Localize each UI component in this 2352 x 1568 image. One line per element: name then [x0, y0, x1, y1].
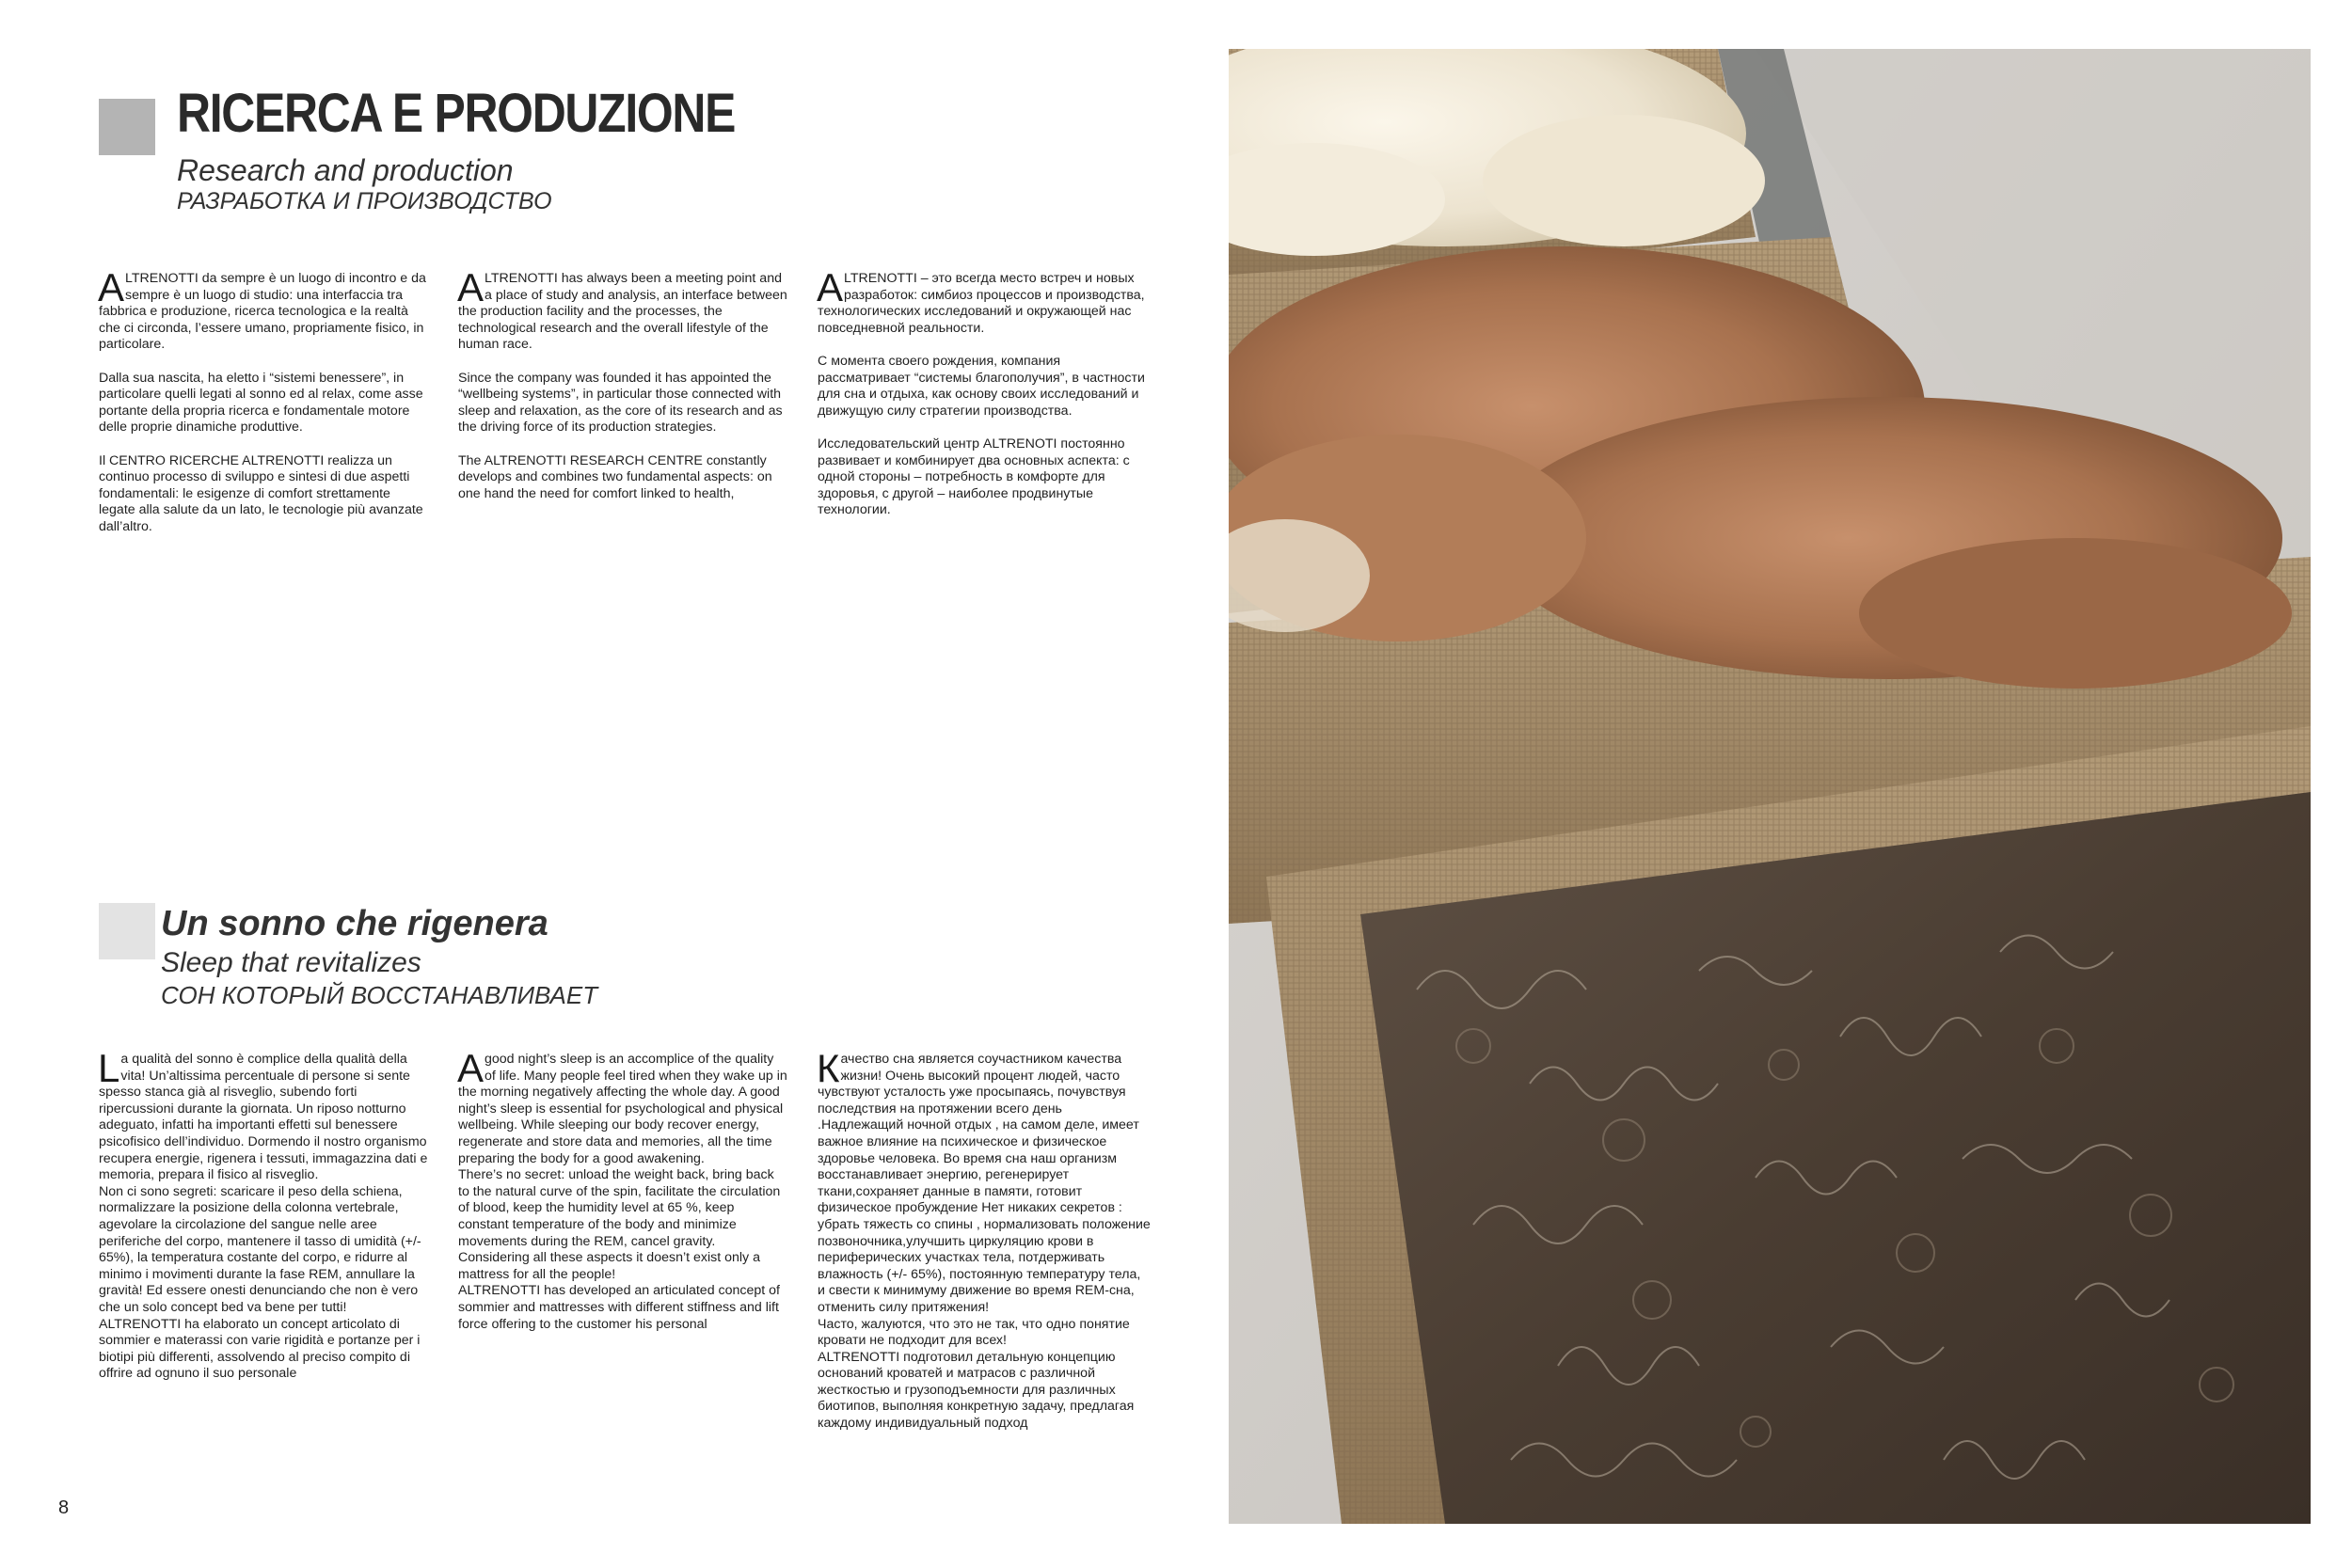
paragraph: Since the company was founded it has appointed the “wellbeing systems”, in particular those connected with sleep and relaxation, as the core of its research and as the driving force of its production strategies.: [458, 370, 783, 436]
drop-cap: A: [457, 265, 485, 309]
paragraph: good night’s sleep is an accomplice of the quality of life. Many people feel tired when they wake up in the morning negatively affecting the whole day. A good night’s sleep is essential for psychological and physical wellbeing. While sleeping our body recover energy, regenerate and store data and memories, all the time preparing the body for a good awakening.: [458, 1052, 787, 1166]
drop-cap: A: [98, 265, 125, 309]
paragraph: Non ci sono segreti: scaricare il peso della schiena, normalizzare la posizione della colonna vertebrale, agevolare la circolazione del sangue nelle aree periferiche del corpo, mantenere il tasso di umidità (+/- 65%), la temperatura costante del corpo, e ridurre al minimo i movimenti durante la fase REM, annullare la gravità! Ed essere onesti denunciando che non è vero che un solo concept bed va bene per tutti!: [99, 1183, 421, 1315]
text-column-russian: [817, 1046, 1152, 1433]
drop-cap: К: [817, 1046, 840, 1090]
drop-cap: L: [98, 1046, 120, 1090]
paragraph: There’s no secret: unload the weight back, bring back to the natural curve of the spin, facilitate the circulation of blood, keep the humidity level at 65 %, keep constant temperature of the body and minimize movements during the REM, cancel gravity. Considering all these aspects it doesn’t exist only a mattress for all the people!: [458, 1167, 781, 1282]
drop-cap: A: [457, 1046, 485, 1090]
wool-trays-photo: [1229, 49, 2311, 1524]
paragraph: ALTRENOTTI has developed an articulated concept of sommier and mattresses with different stiffness and lift force offering to the customer his personal: [458, 1283, 780, 1332]
section-marker-square: [99, 903, 155, 959]
section-subtitle-en: Sleep that revitalizes: [161, 947, 421, 978]
text-column-russian: [817, 265, 1152, 519]
paragraph: LTRENOTTI has always been a meeting point and a place of study and analysis, an interface between the production facility and the processes, the technological research and the overall lifestyle of the human race.: [458, 271, 787, 353]
section-title: RICERCA E PRODUZIONE: [177, 83, 736, 144]
text-column-italian: [98, 1046, 428, 1383]
paragraph: Исследовательский центр ALTRENOTI постоянно развивает и комбинирует два основных аспекта: с одной стороны – потребность в комфорте для здоровья, с другой – наиболее продвинутые технологии.: [818, 436, 1130, 518]
paragraph: The ALTRENOTTI RESEARCH CENTRE constantly develops and combines two fundamental aspects: on one hand the need for comfort linked to health,: [458, 452, 772, 501]
paragraph: Часто, жалуются, что это не так, что одно понятие кровати не подходит для всех!: [818, 1316, 1130, 1349]
paragraph: ALTRENOTTI ha elaborato un concept articolato di sommier e materassi con varie rigidità e portanze per i biotipi più differenti, assolvendo al preciso compito di offrire ad ognuno il suo personale: [99, 1316, 421, 1382]
paragraph: LTRENOTTI – это всегда место встреч и новых разработок: симбиоз процессов и производства, технологических исследований и окружающей нас повседневной реальности.: [818, 271, 1145, 336]
section-subtitle-ru: РАЗРАБОТКА И ПРОИЗВОДСТВО: [177, 188, 552, 214]
paragraph: ачество сна является соучастником качества жизни! Очень высокий процент людей, часто чувствуют усталость уже просыпаясь, почувствуя последствия на протяжении всего день .Надлежащий ночной отдых , на самом деле, имеет важное влияние на психическое и физическое здоровье человека. Во время сна наш организм восстанавливает энергию, регенерирует ткани,сохраняет данные в памяти, готовит физическое пробуждение Нет никаких секретов : убрать тяжесть со спины , нормализовать положение позвоночника,улучшить циркуляцию крови в периферических участках тела, потдерживать влажность (+/- 65%), постоянную температуру тела, и свести к минимуму движение во время REM-сна, отменить силу притяжения!: [818, 1052, 1151, 1315]
paragraph: LTRENOTTI da sempre è un luogo di incontro e da sempre è un luogo di studio: una interfaccia tra fabbrica e produzione, ricerca tecnologica e la realtà che ci circonda, l’essere umano, propriamente fisico, in particolare.: [99, 271, 426, 353]
text-column-english: [457, 1046, 787, 1333]
paragraph: С момента своего рождения, компания рассматривает “системы благополучия”, в частности для сна и отдыха, как основу своих исследований и движущую силу стратегии производства.: [818, 353, 1145, 419]
paragraph: ALTRENOTTI подготовил детальную концепцию оснований кроватей и матрасов с различной жесткостью и грузоподъемности для различных биотипов, выполняя конкретную задачу, предлагая каждому индивидуальный подход: [818, 1349, 1135, 1432]
text-column-italian: [98, 265, 428, 536]
paragraph: Dalla sua nascita, ha eletto i “sistemi benessere”, in particolare quelli legati al sonno ed al relax, come asse portante della propria ricerca e fondamentale motore delle proprie dinamiche produttive.: [99, 370, 423, 436]
page-number: 8: [58, 1497, 70, 1518]
paragraph: Il CENTRO RICERCHE ALTRENOTTI realizza un continuo processo di sviluppo e sintesi di due aspetti fondamentali: le esigenze di comfort strettamente legate alla salute da un lato, le tecnologie più avanzate dall’altro.: [99, 452, 423, 534]
section-title: Un sonno che rigenera: [161, 904, 548, 943]
photo-illustration: [1229, 49, 2311, 1524]
section-subtitle-en: Research and production: [177, 153, 514, 187]
text-column-english: [457, 265, 787, 502]
paragraph: a qualità del sonno è complice della qualità della vita! Un’altissima percentuale di persone si sente spesso stanca già al risveglio, subendo forti ripercussioni durante la giornata. Un riposo notturno adeguato, infatti ha importanti effetti sul benessere psicofisico dell’individuo. Dormendo il nostro organismo recupera energie, rigenera i tessuti, immagazzina dati e memoria, prepara il fisico al risveglio.: [99, 1052, 428, 1183]
section-marker-square: [99, 99, 155, 155]
drop-cap: A: [817, 265, 844, 309]
section-subtitle-ru: СОН КОТОРЫЙ ВОССТАНАВЛИВАЕТ: [161, 981, 598, 1009]
